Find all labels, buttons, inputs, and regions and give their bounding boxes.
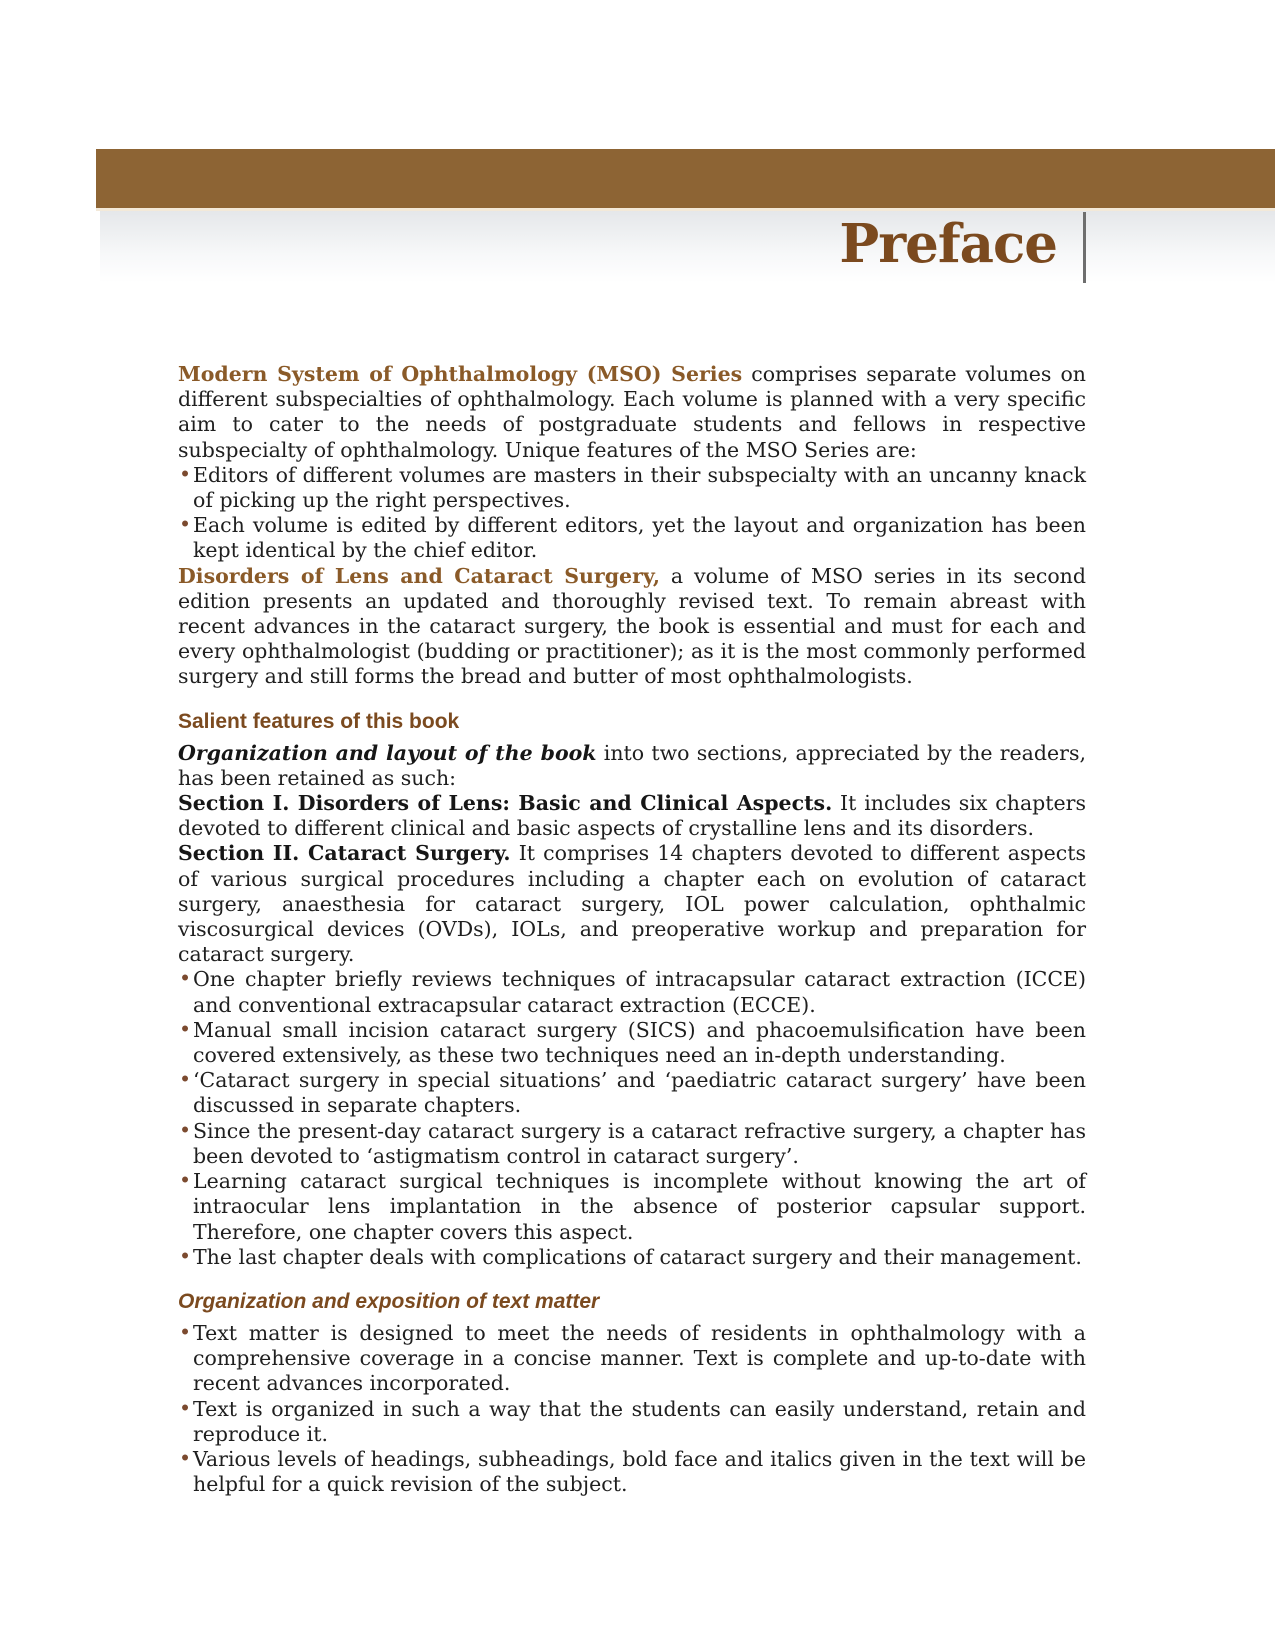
section2-text: It comprises 14 chapters devoted to different aspects of various surgical procedures including a chapter each on evolution of cataract surgery, anaesthesia for cataract surgery, IOL power calculation, ophthalmic viscosurgical devices (OVDs), IOLs, and preoperative workup and preparation for cataract surgery. <box>178 841 1086 967</box>
section2-lead-bold: Section II. Cataract Surgery. <box>178 841 511 866</box>
volume-text: a volume of MSO series in its second edition presents an updated and thoroughly revised text. To remain abreast with recent advances in the cataract surgery, the book is essential and must for each and every ophthalmologist (budding or practitioner); as it is the most commonly performed surgery and still forms the bread and butter of most ophthalmologists. <box>178 563 1086 689</box>
header-bar <box>96 149 1275 211</box>
text-matter-list <box>178 1321 1086 1497</box>
intro-paragraph <box>178 362 1086 463</box>
list-item: • Text matter is designed to meet the needs of residents in ophthalmology with a comprehensive coverage in a concise manner. Text is complete and up-to-date with recent advances incorporated. <box>178 1321 1086 1397</box>
section1-paragraph <box>178 791 1086 841</box>
list-item: • Each volume is edited by different editors, yet the layout and organization has been kept identical by the chief editor. <box>178 513 1086 563</box>
chapters-list <box>178 967 1086 1269</box>
series-features-list <box>178 463 1086 564</box>
title-divider <box>1083 212 1086 283</box>
page-title: Preface <box>839 212 1057 275</box>
section2-paragraph <box>178 841 1086 967</box>
organization-paragraph <box>178 741 1086 791</box>
volume-paragraph <box>178 564 1086 690</box>
list-item: • ‘Cataract surgery in special situations’ and ‘paediatric cataract surgery’ have been discussed in separate chapters. <box>178 1068 1086 1118</box>
list-item: • Text is organized in such a way that the students can easily understand, retain and reproduce it. <box>178 1397 1086 1447</box>
preface-banner <box>100 211 1275 283</box>
list-item: • Learning cataract surgical techniques is incomplete without knowing the art of intraocular lens implantation in the absence of posterior capsular support. Therefore, one chapter covers this aspect. <box>178 1169 1086 1245</box>
organization-lead-italic: Organization and layout of the book <box>178 740 597 765</box>
series-name-bold: Modern System of Ophthalmology (MSO) Series <box>178 362 743 386</box>
organization-text: into two sections, appreciated by the readers, has been retained as such: <box>178 740 1086 790</box>
list-item: • Manual small incision cataract surgery (SICS) and phacoemulsification have been covered extensively, as these two techniques need an in-depth understanding. <box>178 1018 1086 1068</box>
list-item: • Since the present-day cataract surgery is a cataract refractive surgery, a chapter has been devoted to ‘astigmatism control in cataract surgery’. <box>178 1119 1086 1169</box>
section1-lead-bold: Section I. Disorders of Lens: Basic and Clinical Aspects. <box>178 791 833 816</box>
intro-text: comprises separate volumes on different subspecialties of ophthalmology. Each volume is planned with a very specific aim to cater to the needs of postgraduate students and fellows in respective subspecialty of ophthalmology. Unique features of the MSO Series are: <box>178 362 1087 462</box>
list-item: • One chapter briefly reviews techniques of intracapsular cataract extraction (ICCE) and conventional extracapsular cataract extraction (ECCE). <box>178 967 1086 1017</box>
list-item: • Various levels of headings, subheadings, bold face and italics given in the text will be helpful for a quick revision of the subject. <box>178 1447 1086 1497</box>
section1-text: It includes six chapters devoted to different clinical and basic aspects of crystalline lens and its disorders. <box>178 791 1086 841</box>
exposition-heading: Organization and exposition of text matter <box>178 1289 600 1313</box>
list-item: • Editors of different volumes are masters in their subspecialty with an uncanny knack of picking up the right perspectives. <box>178 463 1086 513</box>
volume-name-bold: Disorders of Lens and Cataract Surgery, <box>178 563 660 588</box>
salient-features-heading: Salient features of this book <box>178 709 460 733</box>
content-area <box>178 362 1086 1497</box>
list-item: • The last chapter deals with complications of cataract surgery and their management. <box>178 1245 1086 1270</box>
